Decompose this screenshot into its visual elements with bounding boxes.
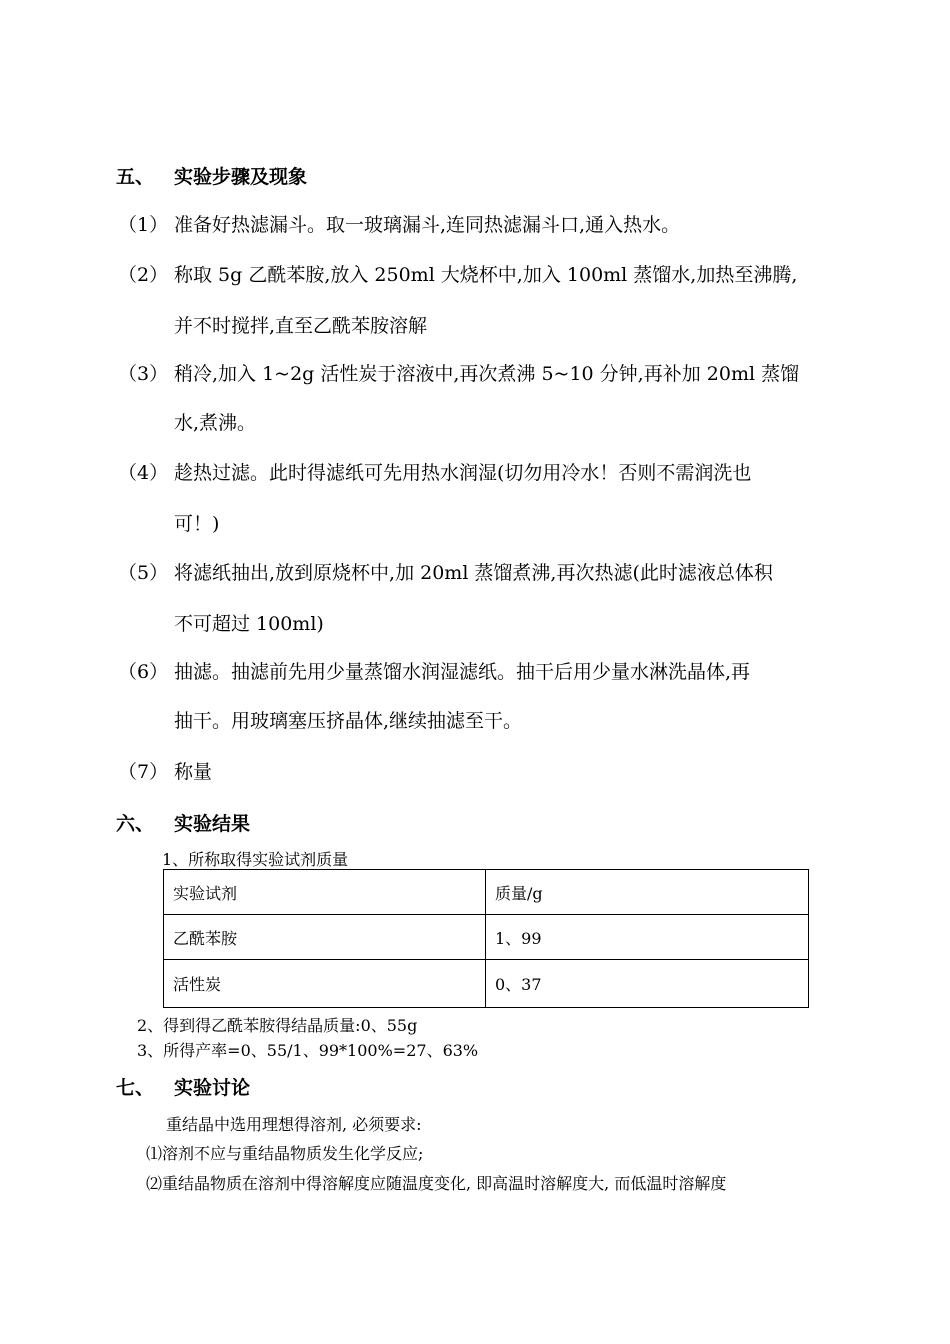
step-text-line: 可！) — [174, 513, 220, 535]
section-heading-discussion — [116, 1073, 416, 1099]
step-text-line: 不可超过 100ml) — [174, 613, 324, 635]
step-number: （4） — [118, 462, 169, 484]
table-row — [164, 915, 809, 960]
results-table — [163, 869, 809, 1008]
step-1 — [118, 210, 878, 238]
table-cell: 0、37 — [486, 960, 809, 1008]
result-note: 3、所得产率=0、55/1、99*100%=27、63% — [137, 1041, 479, 1060]
table-row — [164, 960, 809, 1008]
step-text-line: 水,煮沸。 — [174, 412, 257, 434]
step-number: （7） — [118, 761, 169, 783]
step-4 — [118, 458, 878, 538]
step-5 — [118, 558, 878, 638]
step-text-line: 将滤纸抽出,放到原烧杯中,加 20ml 蒸馏煮沸,再次热滤(此时滤液总体积 — [174, 562, 773, 584]
table-caption: 1、所称取得实验试剂质量 — [162, 850, 349, 869]
step-text-line: 并不时搅拌,直至乙酰苯胺溶解 — [174, 315, 428, 337]
table-cell: 乙酰苯胺 — [164, 915, 486, 960]
section-number: 六、 — [116, 813, 155, 835]
step-text-line: 称量 — [174, 761, 213, 783]
step-number: （3） — [118, 363, 169, 385]
step-6 — [118, 657, 878, 737]
step-number: （2） — [118, 264, 169, 286]
step-text-line: 称取 5g 乙酰苯胺,放入 250ml 大烧杯中,加入 100ml 蒸馏水,加热至沸腾, — [174, 264, 798, 286]
table-header-row — [164, 870, 809, 915]
step-7 — [118, 757, 878, 785]
section-heading-results — [116, 809, 416, 835]
step-text-line: 趁热过滤。此时得滤纸可先用热水润湿(切勿用冷水！否则不需润洗也 — [174, 462, 752, 484]
table-cell: 1、99 — [486, 915, 809, 960]
step-text-line: 抽干。用玻璃塞压挤晶体,继续抽滤至干。 — [174, 710, 523, 732]
step-text-line: 稍冷,加入 1~2g 活性炭于溶液中,再次煮沸 5~10 分钟,再补加 20ml 蒸馏 — [174, 363, 800, 385]
section-number: 七、 — [116, 1077, 155, 1099]
step-3 — [118, 359, 878, 439]
table-header-cell: 实验试剂 — [164, 870, 486, 915]
section-title: 实验结果 — [174, 813, 251, 835]
result-note: 2、得到得乙酰苯胺得结晶质量:0、55g — [137, 1016, 418, 1035]
section-heading-procedure — [116, 162, 416, 188]
table-header-cell: 质量/g — [486, 870, 809, 915]
table-cell: 活性炭 — [164, 960, 486, 1008]
section-title: 实验步骤及现象 — [174, 166, 308, 188]
step-number: （1） — [118, 214, 169, 236]
discussion-item: ⑵重结晶物质在溶剂中得溶解度应随温度变化, 即高温时溶解度大, 而低温时溶解度 — [146, 1174, 727, 1193]
section-title: 实验讨论 — [174, 1077, 251, 1099]
step-text-line: 抽滤。抽滤前先用少量蒸馏水润湿滤纸。抽干后用少量水淋洗晶体,再 — [174, 661, 751, 683]
step-number: （6） — [118, 661, 169, 683]
step-number: （5） — [118, 562, 169, 584]
discussion-intro: 重结晶中选用理想得溶剂, 必须要求: — [166, 1115, 422, 1134]
step-2 — [118, 260, 878, 340]
section-number: 五、 — [116, 166, 155, 188]
step-text-line: 准备好热滤漏斗。取一玻璃漏斗,连同热滤漏斗口,通入热水。 — [174, 214, 681, 236]
discussion-item: ⑴溶剂不应与重结晶物质发生化学反应; — [146, 1144, 424, 1163]
